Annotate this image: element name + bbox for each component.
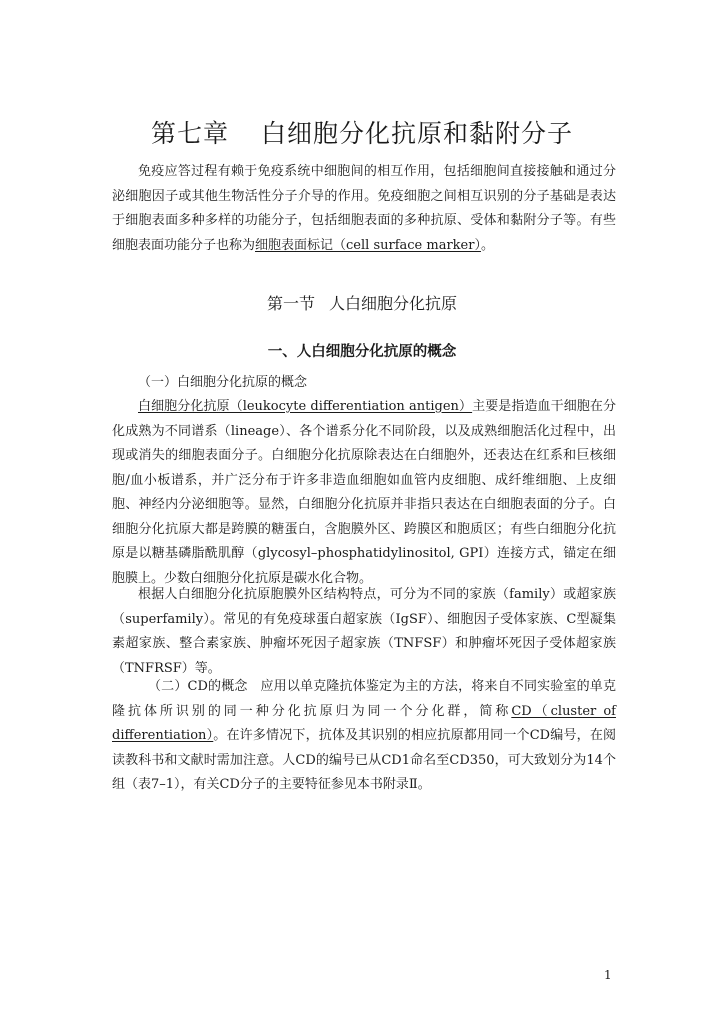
item1-term: 白细胞分化抗原（leukocyte differentiation antigen） <box>138 399 473 414</box>
item2-heading: （二）CD的概念 <box>148 679 248 694</box>
item2-paragraph <box>112 675 616 798</box>
intro-text: 免疫应答过程有赖于免疫系统中细胞间的相互作用，包括细胞间直接接触和通过分泌细胞因子或其他生物活性分子介导的作用。免疫细胞之间相互识别的分子基础是表达于细胞表面多种多样的功能分子，包括细胞表面的多种抗原、受体和黏附分子等。有些细胞表面功能分子也称为 <box>112 164 616 253</box>
item1-text: 主要是指造血干细胞在分化成熟为不同谱系（lineage）、各个谱系分化不同阶段，以及成熟细胞活化过程中，出现或消失的细胞表面分子。白细胞分化抗原除表达在白细胞外，还表达在红系和巨核细胞/血小板谱系，并广泛分布于许多非造血细胞如血管内皮细胞、成纤维细胞、上皮细胞、神经内分泌细胞等。显然，白细胞分化抗原并非指只表达在白细胞表面的分子。白细胞分化抗原大都是跨膜的糖蛋白，含胞膜外区、跨膜区和胞质区；有些白细胞分化抗原是以糖基磷脂酰肌醇（glycosyl–phosphatidylinositol, GPI）连接方式，锚定在细胞膜上。少数白细胞分化抗原是碳水化合物。 <box>112 399 616 586</box>
item2-text2: 。在许多情况下，抗体及其识别的相应抗原都用同一个CD编号，在阅读教科书和文献时需加注意。人CD的编号已从CD1命名至CD350，可大致划分为14个组（表7–1），有关CD分子的主要特征参见本书附录Ⅱ。 <box>112 728 617 792</box>
family-paragraph: 根据人白细胞分化抗原胞膜外区结构特点，可分为不同的家族（family）或超家族（superfamily）。常见的有免疫球蛋白超家族（IgSF）、细胞因子受体家族、C型凝集素超家族、整合素家族、肿瘤坏死因子超家族（TNFSF）和肿瘤坏死因子受体超家族（TNFRSF）等。 <box>112 587 616 676</box>
chapter-name: 白细胞分化抗原和黏附分子 <box>261 119 574 148</box>
intro-paragraph <box>112 160 616 258</box>
intro-term: 细胞表面标记（cell surface marker） <box>255 237 481 253</box>
intro-end: 。 <box>480 237 494 253</box>
item2-term: CD（cluster of differentiation） <box>112 703 616 743</box>
item2-text1: 应用以单克隆抗体鉴定为主的方法，将来自不同实验室的单克隆抗体所识别的同一种分化抗原归为同一个分化群，简称 <box>112 679 616 719</box>
item1-paragraph <box>112 395 616 591</box>
section-name: 人白细胞分化抗原 <box>329 294 458 313</box>
page-number: 1 <box>604 968 612 982</box>
subsection-title: 一、人白细胞分化抗原的概念 <box>267 344 457 360</box>
section-label: 第一节 <box>266 294 315 313</box>
chapter-title <box>0 114 724 150</box>
item1-heading: （一）白细胞分化抗原的概念 <box>138 375 308 390</box>
section-title <box>0 291 724 314</box>
chapter-number: 第七章 <box>150 119 229 148</box>
